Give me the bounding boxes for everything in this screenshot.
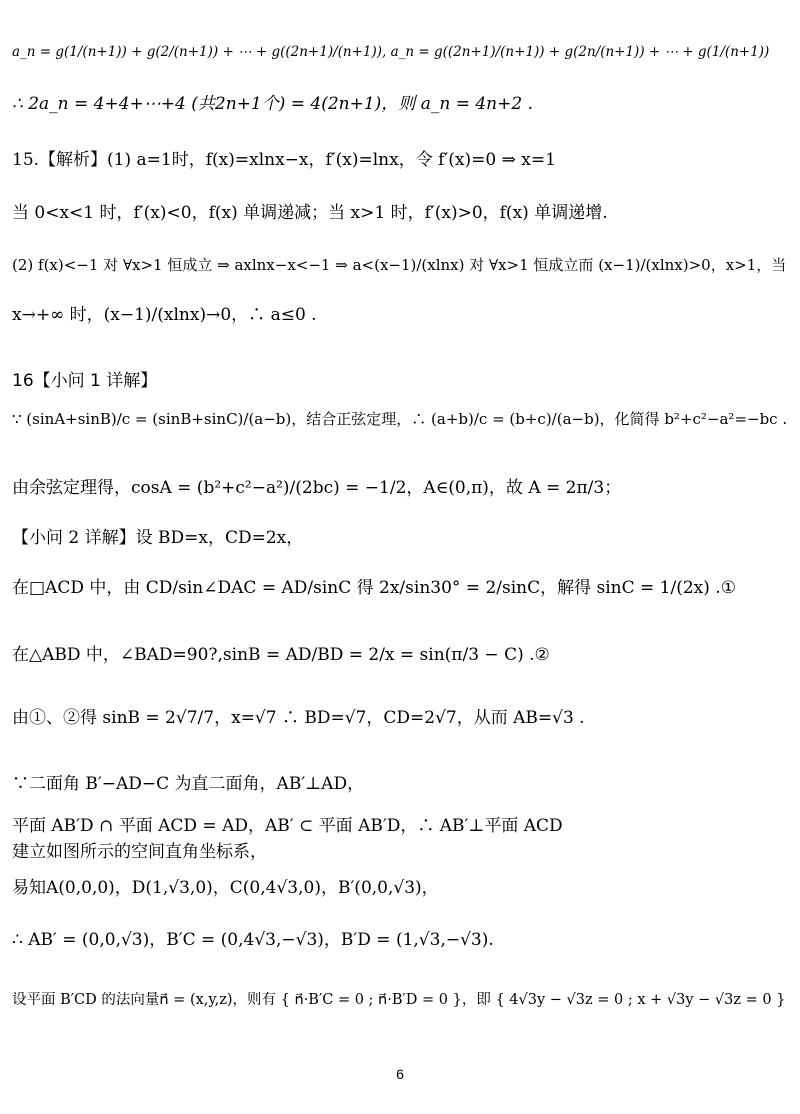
line-2an-result: ∴ 2a_n = 4+4+⋯+4 (共2n+1个) = 4(2n+1)，则 a_n = 4n+2 .: [12, 94, 533, 114]
line-q16-sine-rule: ∵ (sinA+sinB)/c = (sinB+sinC)/(a−b)，结合正弦定理，∴ (a+b)/c = (b+c)/(a−b)，化简得 b²+c²−a²=−bc .: [12, 410, 788, 428]
line-normal-vector-system: 设平面 B′CD 的法向量n⃗ = (x,y,z)，则有 { n⃗·B′C = 0 ; n⃗·B′D = 0 }，即 { 4√3y − √3z = 0 ; x + √3y − √3z = 0 }: [12, 992, 786, 1008]
page-number: 6: [396, 1066, 404, 1082]
line-triangle-acd-sine: 在□ACD 中，由 CD/sin∠DAC = AD/sinC 得 2x/sin30° = 2/sinC，解得 sinC = 1/(2x) .①: [12, 578, 736, 598]
line-q16-cosine-rule: 由余弦定理得，cosA = (b²+c²−a²)/(2bc) = −1/2，A∈(0,π)，故 A = 2π/3；: [12, 478, 622, 498]
line-q15-part2-condition: (2) f(x)<−1 对 ∀x>1 恒成立 ⇒ axlnx−x<−1 ⇒ a<(x−1)/(xlnx) 对 ∀x>1 恒成立而 (x−1)/(xlnx)>0，x>1，当: [12, 256, 787, 274]
line-an-sum-forward-and-reverse: a_n = g(1/(n+1)) + g(2/(n+1)) + ⋯ + g((2n+1)/(n+1)), a_n = g((2n+1)/(n+1)) + g(2n/(n+1)) + ⋯ + g(1/(n+1)): [12, 44, 770, 60]
line-q16-part2-setup: 【小问 2 详解】设 BD=x，CD=2x，: [12, 528, 304, 548]
line-q15-limit-conclusion: x→+∞ 时，(x−1)/(xlnx)→0，∴ a≤0 .: [12, 305, 317, 325]
line-vectors: ∴ AB′ = (0,0,√3)，B′C = (0,4√3,−√3)，B′D = (1,√3,−√3).: [12, 930, 494, 950]
line-plane-intersection: 平面 AB′D ∩ 平面 ACD = AD，AB′ ⊂ 平面 AB′D，∴ AB′⊥平面 ACD: [12, 816, 563, 836]
line-bd-cd-ab-values: 由①、②得 sinB = 2√7/7，x=√7 ∴ BD=√7，CD=2√7，从而 AB=√3 .: [12, 708, 585, 728]
line-q15-monotonicity: 当 0<x<1 时，f′(x)<0，f(x) 单调递减；当 x>1 时，f′(x)>0，f(x) 单调递增.: [12, 203, 608, 223]
line-point-coordinates: 易知A(0,0,0)，D(1,√3,0)，C(0,4√3,0)，B′(0,0,√3)，: [12, 878, 439, 898]
line-dihedral-angle: ∵二面角 B′−AD−C 为直二面角，AB′⊥AD，: [12, 774, 365, 794]
line-q15-part1-derivative: 15.【解析】(1) a=1时，f(x)=xlnx−x，f′(x)=lnx，令 f′(x)=0 ⇒ x=1: [12, 150, 556, 170]
heading-q16-part1: 16【小问 1 详解】: [12, 371, 158, 391]
line-coordinate-system: 建立如图所示的空间直角坐标系，: [12, 842, 267, 862]
line-triangle-abd: 在△ABD 中，∠BAD=90?,sinB = AD/BD = 2/x = sin(π/3 − C) .②: [12, 645, 550, 665]
